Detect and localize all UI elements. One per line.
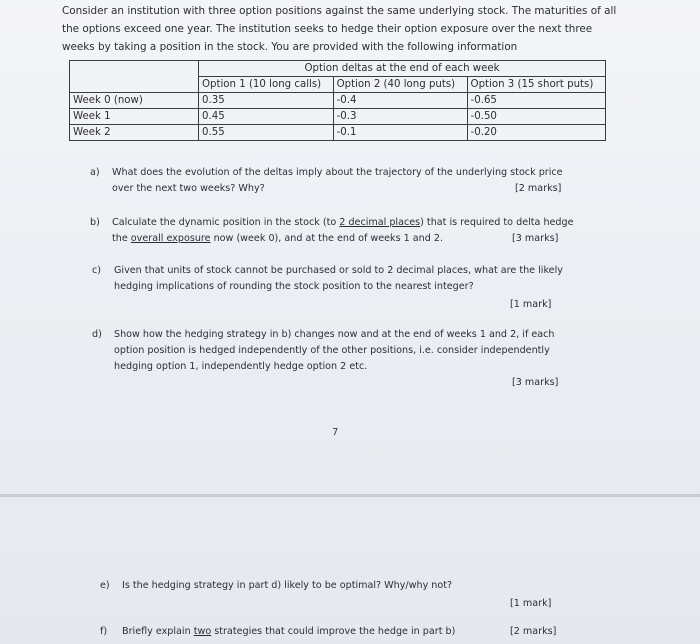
table-row — [70, 125, 606, 141]
column-header: Option 1 (10 long calls) — [199, 77, 334, 93]
question-label: f) — [100, 626, 108, 637]
question-text-line: hedging implications of rounding the stock position to the nearest integer? — [114, 281, 474, 292]
row-label: Week 0 (now) — [70, 93, 199, 109]
table-header-row — [70, 77, 606, 93]
table-header-row-group — [70, 61, 606, 77]
question-c — [92, 263, 612, 313]
row-label: Week 2 — [70, 125, 199, 141]
table-cell: 0.35 — [199, 93, 334, 109]
question-text-line: hedging option 1, independently hedge option 2 etc. — [114, 361, 368, 372]
question-text-line: option position is hedged independently of the other positions, i.e. consider independently — [114, 345, 550, 356]
question-text-line — [122, 624, 455, 640]
marks-label: [2 marks] — [515, 183, 562, 194]
table-corner-cell — [70, 61, 199, 77]
question-label: c) — [92, 265, 102, 276]
table-group-header: Option deltas at the end of each week — [199, 61, 606, 77]
question-d — [92, 327, 612, 393]
question-label: d) — [92, 329, 102, 340]
table-cell: -0.4 — [333, 93, 467, 109]
intro-paragraph: Consider an institution with three option positions against the same underlying stock. The maturities of all the options exceed one year. The institution seeks to hedge their option exposure over the next three weeks by taking a position in the stock. You are provided with the following information — [62, 5, 617, 53]
underlined-text: 2 decimal places — [339, 217, 421, 228]
table-cell: -0.1 — [333, 125, 467, 141]
question-label: e) — [100, 580, 110, 591]
question-text-line — [112, 231, 443, 247]
question-text-line: over the next two weeks? Why? — [112, 183, 265, 194]
text-run: strategies that could improve the hedge in part b) — [211, 626, 456, 637]
marks-label: [1 mark] — [510, 598, 552, 609]
page-divider — [0, 494, 700, 497]
row-label: Week 1 — [70, 109, 199, 125]
question-text-line: What does the evolution of the deltas imply about the trajectory of the underlying stock price — [112, 167, 563, 178]
question-f — [100, 624, 570, 642]
option-deltas-table — [69, 60, 606, 141]
table-cell: -0.20 — [467, 125, 605, 141]
question-text-line — [112, 215, 574, 231]
text-run: Briefly explain — [122, 626, 194, 637]
question-text-line: Show how the hedging strategy in b) changes now and at the end of weeks 1 and 2, if each — [114, 329, 555, 340]
marks-label: [3 marks] — [512, 377, 559, 388]
text-run: ) that is required to delta hedge — [420, 217, 574, 228]
marks-label: [3 marks] — [512, 233, 559, 244]
table-row — [70, 109, 606, 125]
table-cell: -0.3 — [333, 109, 467, 125]
column-header: Option 3 (15 short puts) — [467, 77, 605, 93]
column-header: Option 2 (40 long puts) — [333, 77, 467, 93]
table-cell: 0.55 — [199, 125, 334, 141]
text-run: Calculate the dynamic position in the stock (to — [112, 217, 340, 228]
question-text-line: Given that units of stock cannot be purchased or sold to 2 decimal places, what are the likely — [114, 265, 563, 276]
question-text-line: Is the hedging strategy in part d) likely to be optimal? Why/why not? — [122, 580, 453, 591]
text-run: now (week 0), and at the end of weeks 1 and 2. — [210, 233, 444, 244]
table-cell: 0.45 — [199, 109, 334, 125]
marks-label: [1 mark] — [510, 299, 552, 310]
marks-label: [2 marks] — [510, 626, 557, 637]
text-run: the — [112, 233, 131, 244]
question-label: b) — [90, 217, 100, 228]
table-cell: -0.65 — [467, 93, 605, 109]
table-corner-cell — [70, 77, 199, 93]
table-cell: -0.50 — [467, 109, 605, 125]
underlined-text: two — [193, 626, 212, 637]
table-row — [70, 93, 606, 109]
question-label: a) — [90, 167, 100, 178]
question-e — [100, 578, 570, 612]
question-a — [90, 165, 610, 199]
underlined-text: overall exposure — [130, 233, 211, 244]
page-number: 7 — [332, 427, 339, 438]
question-b — [90, 215, 610, 249]
